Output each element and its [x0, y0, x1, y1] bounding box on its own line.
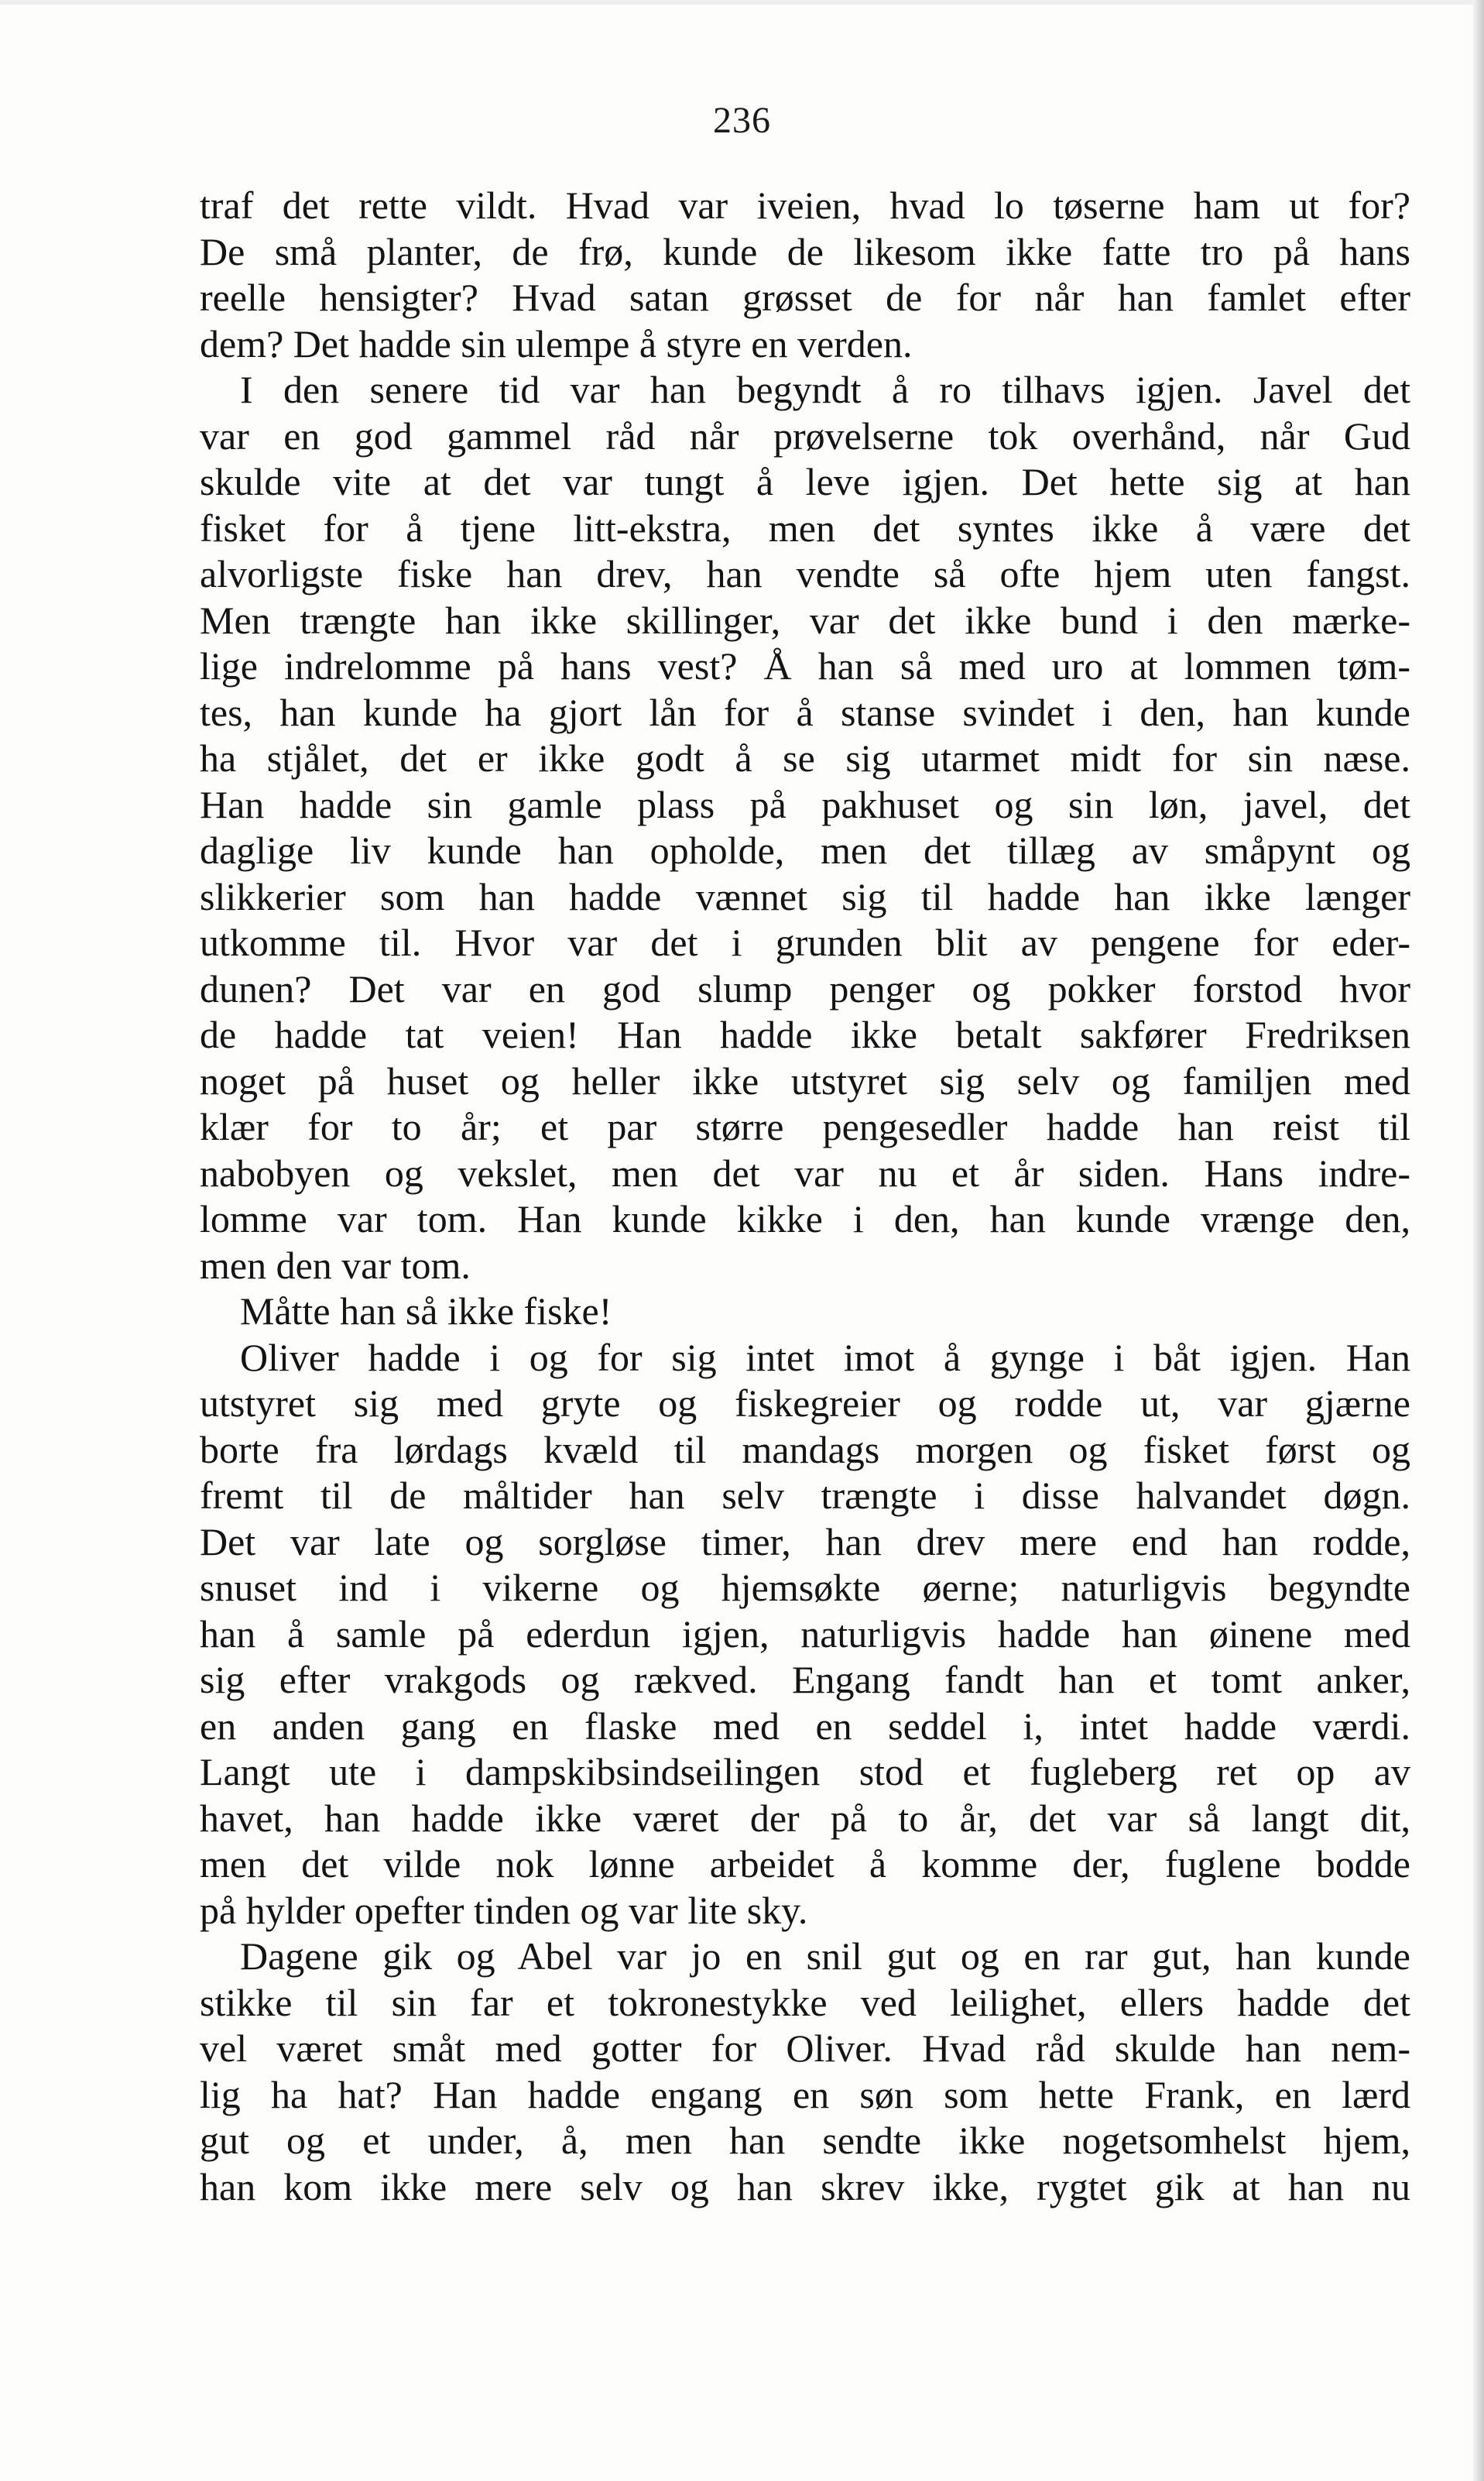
text-line: klær for to år; et par større pengesedler hadde han reist til	[200, 1105, 1410, 1148]
text-line: De små planter, de frø, kunde de likesom ikke fatte tro på hans	[200, 229, 1410, 273]
text-line: men det vilde nok lønne arbeidet å komme der, fuglene bodde	[200, 1842, 1410, 1886]
text-line: han kom ikke mere selv og han skrev ikke, rygtet gik at han nu	[200, 2164, 1410, 2208]
paragraph	[200, 1934, 1410, 2210]
text-line: en anden gang en flaske med en seddel i, intet hadde værdi.	[200, 1704, 1410, 1748]
text-line: Men trængte han ikke skillinger, var det ikke bund i den mærke-	[200, 598, 1410, 642]
text-line: Langt ute i dampskibsindseilingen stod et fugleberg ret op av	[200, 1750, 1410, 1793]
text-line: reelle hensigter? Hvad satan grøsset de for når han famlet efter	[200, 276, 1410, 319]
text-line: Måtte han så ikke fiske!	[240, 1289, 612, 1333]
paragraph	[200, 1289, 1410, 1335]
text-line: Oliver hadde i og for sig intet imot å gynge i båt igjen. Han	[240, 1335, 1410, 1379]
text-line: han å samle på ederdun igjen, naturligvis hadde han øinene med	[200, 1611, 1410, 1656]
text-line: ha stjålet, det er ikke godt å se sig utarmet midt for sin næse.	[200, 736, 1410, 780]
text-line: sig efter vrakgods og rækved. Engang fandt han et tomt anker,	[200, 1658, 1410, 1701]
page-right-edge	[1473, 0, 1484, 2481]
text-line: havet, han hadde ikke været der på to år, det var så langt dit,	[200, 1796, 1410, 1840]
text-line: de hadde tat veien! Han hadde ikke betalt sakfører Fredriksen	[200, 1013, 1410, 1056]
text-line: lomme var tom. Han kunde kikke i den, han kunde vrænge den,	[200, 1197, 1410, 1240]
text-line: tes, han kunde ha gjort lån for å stanse svindet i den, han kunde	[200, 690, 1410, 734]
page-number: 236	[713, 100, 771, 141]
text-line: lig ha hat? Han hadde engang en søn som hette Frank, en lærd	[200, 2072, 1410, 2116]
text-line: alvorligste fiske han drev, han vendte så ofte hjem uten fangst.	[200, 552, 1410, 595]
text-line: fremt til de måltider han selv trængte i disse halvandet døgn.	[200, 1474, 1410, 1517]
text-line: var en god gammel råd når prøvelserne tok overhånd, når Gud	[200, 414, 1410, 458]
text-line: på hylder opefter tinden og var lite sky.	[200, 1888, 808, 1932]
text-line: I den senere tid var han begyndt å ro tilhavs igjen. Javel det	[240, 368, 1410, 411]
text-line: Han hadde sin gamle plass på pakhuset og sin løn, javel, det	[200, 782, 1410, 826]
text-line: vel været småt med gotter for Oliver. Hvad råd skulde han nem-	[200, 2026, 1410, 2070]
text-line: noget på huset og heller ikke utstyret sig selv og familjen med	[200, 1059, 1410, 1103]
text-line: traf det rette vildt. Hvad var iveien, hvad lo tøserne ham ut for?	[200, 184, 1410, 227]
text-line: fisket for å tjene litt-ekstra, men det syntes ikke å være det	[200, 506, 1410, 550]
paragraph	[200, 183, 1410, 367]
text-line: dunen? Det var en god slump penger og pokker forstod hvor	[200, 966, 1410, 1011]
paragraph	[200, 1335, 1410, 1934]
text-line: borte fra lørdags kvæld til mandags morgen og fisket først og	[200, 1427, 1410, 1471]
text-line: snuset ind i vikerne og hjemsøkte øerne; naturligvis begyndte	[200, 1566, 1410, 1609]
body-text	[200, 183, 1410, 2210]
text-line: slikkerier som han hadde vænnet sig til hadde han ikke længer	[200, 874, 1410, 918]
text-line: lige indrelomme på hans vest? Å han så med uro at lommen tøm-	[200, 644, 1410, 688]
text-line: Det var late og sorgløse timer, han drev mere end han rodde,	[200, 1519, 1410, 1563]
text-line: dem? Det hadde sin ulempe å styre en verden.	[200, 321, 913, 365]
text-line: daglige liv kunde han opholde, men det tillæg av småpynt og	[200, 829, 1410, 872]
text-line: Dagene gik og Abel var jo en snil gut og en rar gut, han kunde	[240, 1934, 1410, 1978]
text-line: nabobyen og vekslet, men det var nu et år siden. Hans indre-	[200, 1151, 1410, 1195]
paragraph	[200, 367, 1410, 1289]
text-line: men den var tom.	[200, 1243, 471, 1287]
page-top-edge	[0, 0, 1484, 5]
text-line: utkomme til. Hvor var det i grunden blit av pengene for eder-	[200, 921, 1410, 964]
text-line: stikke til sin far et tokronestykke ved leilighet, ellers hadde det	[200, 1980, 1410, 2024]
text-line: skulde vite at det var tungt å leve igjen. Det hette sig at han	[200, 460, 1410, 503]
text-line: gut og et under, å, men han sendte ikke nogetsomhelst hjem,	[200, 2119, 1410, 2162]
text-line: utstyret sig med gryte og fiskegreier og rodde ut, var gjærne	[200, 1381, 1410, 1425]
